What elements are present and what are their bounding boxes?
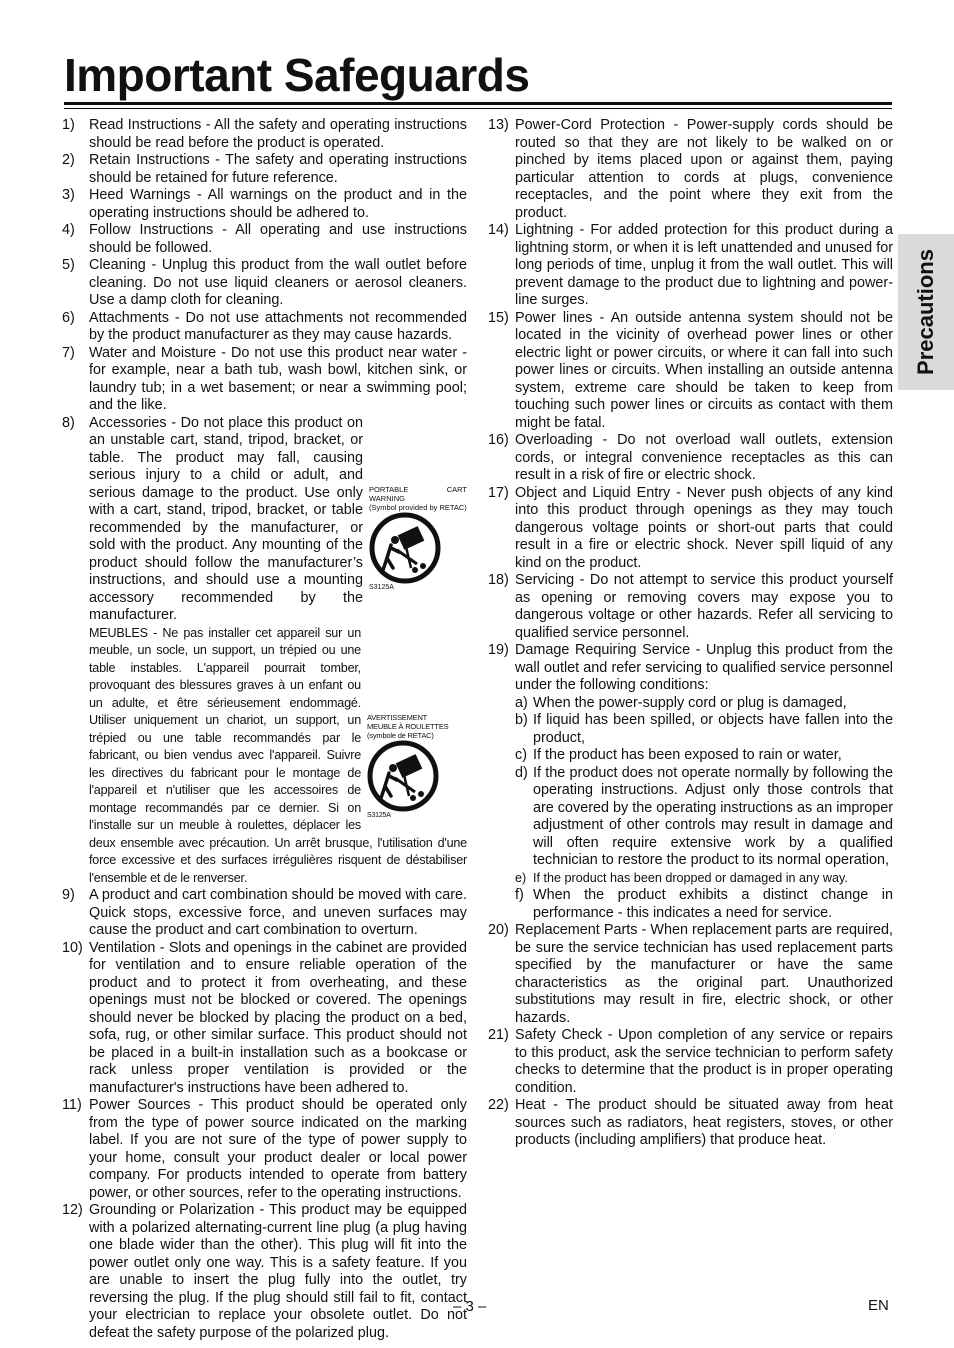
item-text: Damage Requiring Service - Unplug this product from the wall outlet and refer servicing to qualified service personnel under the following conditions: xyxy=(515,642,893,693)
item-number: 1) xyxy=(62,117,75,133)
item-text: Water and Moisture - Do not use this product near water - for example, near a bath tub, wash bowl, kitchen sink, or laundry tub; in a wet basement; or near a swimming pool; and the like. xyxy=(89,344,467,413)
item-number: 13) xyxy=(488,117,509,133)
sub-letter: c) xyxy=(515,747,527,763)
title-rule-thick xyxy=(64,102,892,105)
figure-caption: AVERTISSEMENT xyxy=(367,712,428,722)
figure-caption: PORTABLE CART WARNING xyxy=(369,484,467,503)
item-text: Power lines - An outside antenna system should not be located in the vicinity of overhead power lines or other electric light or power circuits, or where it can fall into such power lines or circuits. When installing an outside antenna system, extreme care should be taken to keep from touching such power lines or circuits as contact with them might be fatal. xyxy=(515,309,893,431)
safeguard-item-6 xyxy=(62,310,467,345)
safeguard-item-22 xyxy=(488,1097,893,1150)
safeguard-item-5 xyxy=(62,257,467,310)
french-cart-warning-text xyxy=(62,625,467,888)
item-number: 16) xyxy=(488,432,509,448)
condition-e xyxy=(515,870,893,888)
item-number: 19) xyxy=(488,642,509,658)
safeguard-item-13 xyxy=(488,117,893,222)
item-text: Heed Warnings - All warnings on the product and in the operating instructions should be adhered to. xyxy=(89,187,467,221)
item-number: 4) xyxy=(62,222,75,238)
section-tab-label: Precautions xyxy=(913,249,938,375)
cart-warning-figure xyxy=(369,485,467,592)
item-text: Power Sources - This product should be operated only from the type of power source indicated on the marking label. If you are not sure of the type of power supply to your home, consult your product dealer or local power company. For products intended to operate from battery power, or other sources, refer to the operating instructions. xyxy=(89,1097,467,1201)
item-text: Lightning - For added protection for this product during a lightning storm, or when it is left unattended and unused for long periods of time, unplug it from the wall outlet. This will prevent damage to the product due to lightning and power-line surges. xyxy=(515,222,893,308)
safeguard-item-14 xyxy=(488,222,893,310)
safeguard-item-7 xyxy=(62,345,467,415)
condition-b xyxy=(515,712,893,747)
item-number: 2) xyxy=(62,152,75,168)
item-number: 7) xyxy=(62,344,75,361)
item-text: Follow Instructions - All operating and use instructions should be followed. xyxy=(89,222,467,256)
item-text: Read Instructions - All the safety and operating instructions should be read before the product is operated. xyxy=(89,117,467,151)
item-number: 18) xyxy=(488,572,509,588)
sub-text: When the power-supply cord or plug is damaged, xyxy=(533,694,847,711)
item-text: Object and Liquid Entry - Never push objects of any kind into this product through openings as they may touch dangerous voltage points or short-out parts that could result in a fire or electric shock. Never spill liquid of any kind on the product. xyxy=(515,484,893,571)
sub-text: If liquid has been spilled, or objects have fallen into the product, xyxy=(533,712,893,746)
item-text: Accessories - Do not place this product on an unstable cart, stand, tripod, bracket, or table. The product may fall, causing serious injury to a child or adult, and serious damage to the product. Use only with a cart, stand, tripod, bracket, or table recommended by the manufacturer, or sold with the product. Any mounting of the product should follow the manufacturer’s instructions, and should use a mounting accessory recommended by the manufacturer. xyxy=(89,414,363,623)
sub-letter: f) xyxy=(515,887,524,903)
sub-letter: a) xyxy=(515,694,528,711)
safeguard-item-12 xyxy=(62,1202,467,1342)
condition-c xyxy=(515,747,893,765)
safeguard-item-8 xyxy=(62,415,467,625)
safeguard-item-9 xyxy=(62,887,467,940)
item-number: 12) xyxy=(62,1202,83,1218)
safeguard-item-2 xyxy=(62,152,467,187)
safeguard-item-17 xyxy=(488,485,893,573)
item-number: 10) xyxy=(62,939,83,956)
condition-a xyxy=(515,695,893,713)
safeguard-item-1 xyxy=(62,117,467,152)
item-number: 22) xyxy=(488,1097,509,1113)
safeguard-item-10 xyxy=(62,940,467,1098)
tipping-cart-warning-icon xyxy=(369,512,441,584)
item-text: Replacement Parts - When replacement parts are required, be sure the service technician has used replacement parts specified by the manufacturer or have the same characteristics as the original part. Unauthorized substitutions may result in fire, electric shock, or other hazards. xyxy=(515,922,893,1026)
item-text: Overloading - Do not overload wall outlets, extension cords, or integral convenience receptacles as this can result in a risk of fire or electric shock. xyxy=(515,432,893,483)
item-text: Cleaning - Unplug this product from the wall outlet before cleaning. Do not use liquid cleaners or aerosol cleaners. Use a damp cloth for cleaning. xyxy=(89,257,467,308)
sub-text: When the product exhibits a distinct change in performance - this indicates a need for service. xyxy=(533,887,893,921)
left-column xyxy=(62,117,467,1342)
cart-warning-figure-fr xyxy=(367,713,467,820)
item-text: Servicing - Do not attempt to service this product yourself as opening or removing covers may expose you to dangerous voltage or other hazards. Refer all servicing to qualified service personnel. xyxy=(515,572,893,641)
figure-code: S3125A xyxy=(369,583,394,591)
safeguard-item-19 xyxy=(488,642,893,922)
item-text: Safety Check - Upon completion of any service or repairs to this product, ask the service technician to perform safety checks to determine that the product is in proper operating condition. xyxy=(515,1027,893,1096)
item-number: 17) xyxy=(488,484,509,501)
page-number: – 3 – xyxy=(453,1298,487,1315)
item-text: Power-Cord Protection - Power-supply cords should be routed so that they are not likely to be walked on or pinched by items placed upon or against them, paying particular attention to cords at plugs, convenience receptacles, and the point where they exit from the product. xyxy=(515,117,893,221)
sub-letter: e) xyxy=(515,870,527,885)
item-text: Grounding or Polarization - This product may be equipped with a polarized alternating-current line plug (a plug having one blade wider than the other). This plug will fit into the power outlet only one way. This is a safety feature. If you are unable to insert the plug fully into the outlet, try reversing the plug. If the plug should still fail to fit, contact your electrician to replace your obsolete outlet. Do not defeat the safety purpose of the polarized plug. xyxy=(89,1202,467,1341)
sub-letter: b) xyxy=(515,712,528,728)
safeguard-item-4 xyxy=(62,222,467,257)
safeguard-item-18 xyxy=(488,572,893,642)
item-number: 5) xyxy=(62,257,75,273)
item-number: 20) xyxy=(488,922,509,938)
figure-caption: (symbole de RETAC) xyxy=(367,730,434,740)
item-number: 14) xyxy=(488,222,509,238)
item-text: A product and cart combination should be moved with care. Quick stops, excessive force, and uneven surfaces may cause the product and cart combination to overturn. xyxy=(89,887,467,938)
safeguard-item-16 xyxy=(488,432,893,485)
safeguard-item-21 xyxy=(488,1027,893,1097)
french-text: MEUBLES - Ne pas installer cet appareil sur un meuble, un socle, un support, un trépied ou une table instables. L'appareil pourrait tomber, provoquant des blessures graves à un enfant ou un adulte, et être sérieusement endommagé. Utiliser uniquement un chariot, un support, un trépied ou une table recommandés par le fabricant, ou bien vendus avec l'appareil. Suivre les directives du fabricant pour le montage de l'appareil et n'utiliser que les accessoires de montage recommandés par ce dernier. Si on l'installe sur un meuble à roulettes, déplacer les deux ensemble avec précaution. Un arrêt brusque, l'utilisation d'une force excessive et des surfaces irrégulières risquent de déstabiliser l'ensemble et de le renverser. xyxy=(89,625,467,885)
safeguard-item-11 xyxy=(62,1097,467,1202)
item-number: 15) xyxy=(488,309,509,326)
figure-caption: (Symbol provided by RETAC) xyxy=(369,502,467,512)
sub-text: If the product has been dropped or damaged in any way. xyxy=(533,870,848,885)
item-text: Ventilation - Slots and openings in the cabinet are provided for ventilation and to ensure reliable operation of the product and to protect it from overheating, and these openings must not be blocked or covered. The openings should never be blocked by placing the product on a bed, sofa, rug, or other similar surface. This product should not be placed in a built-in installation such as a bookcase or rack unless proper ventilation is provided or the manufacturer's instructions have been adhered to. xyxy=(89,939,467,1096)
item-number: 9) xyxy=(62,887,75,903)
item-text: Attachments - Do not use attachments not recommended by the product manufacturer as they may cause hazards. xyxy=(89,309,467,343)
sub-letter: d) xyxy=(515,764,528,781)
safeguard-item-3 xyxy=(62,187,467,222)
item-number: 11) xyxy=(62,1097,82,1113)
sub-text: If the product has been exposed to rain or water, xyxy=(533,747,842,763)
item-number: 3) xyxy=(62,187,75,203)
item-number: 8) xyxy=(62,414,75,431)
figure-caption: MEUBLE À ROULETTES xyxy=(367,721,449,731)
item-text: Retain Instructions - The safety and operating instructions should be retained for future reference. xyxy=(89,152,467,186)
section-tab xyxy=(898,234,954,390)
condition-d xyxy=(515,765,893,870)
item-number: 21) xyxy=(488,1027,509,1043)
item-text: Heat - The product should be situated away from heat sources such as radiators, heat registers, stoves, or other products (including amplifiers) that produce heat. xyxy=(515,1097,893,1148)
title-rule-thin xyxy=(64,108,892,109)
language-code: EN xyxy=(868,1297,889,1314)
page-title: Important Safeguards xyxy=(64,49,530,101)
safeguard-item-20 xyxy=(488,922,893,1027)
condition-f xyxy=(515,887,893,922)
right-column xyxy=(488,117,893,1150)
sub-text: If the product does not operate normally by following the operating instructions. Adjust only those controls that are covered by the operating instructions as an improper adjustment of other controls may result in damage and will often require extensive work by a qualified technician to restore the product to its normal operation, xyxy=(533,764,893,868)
item-number: 6) xyxy=(62,309,75,326)
figure-code: S3125A xyxy=(367,811,391,819)
tipping-cart-warning-icon xyxy=(367,740,439,812)
safeguard-item-15 xyxy=(488,310,893,433)
